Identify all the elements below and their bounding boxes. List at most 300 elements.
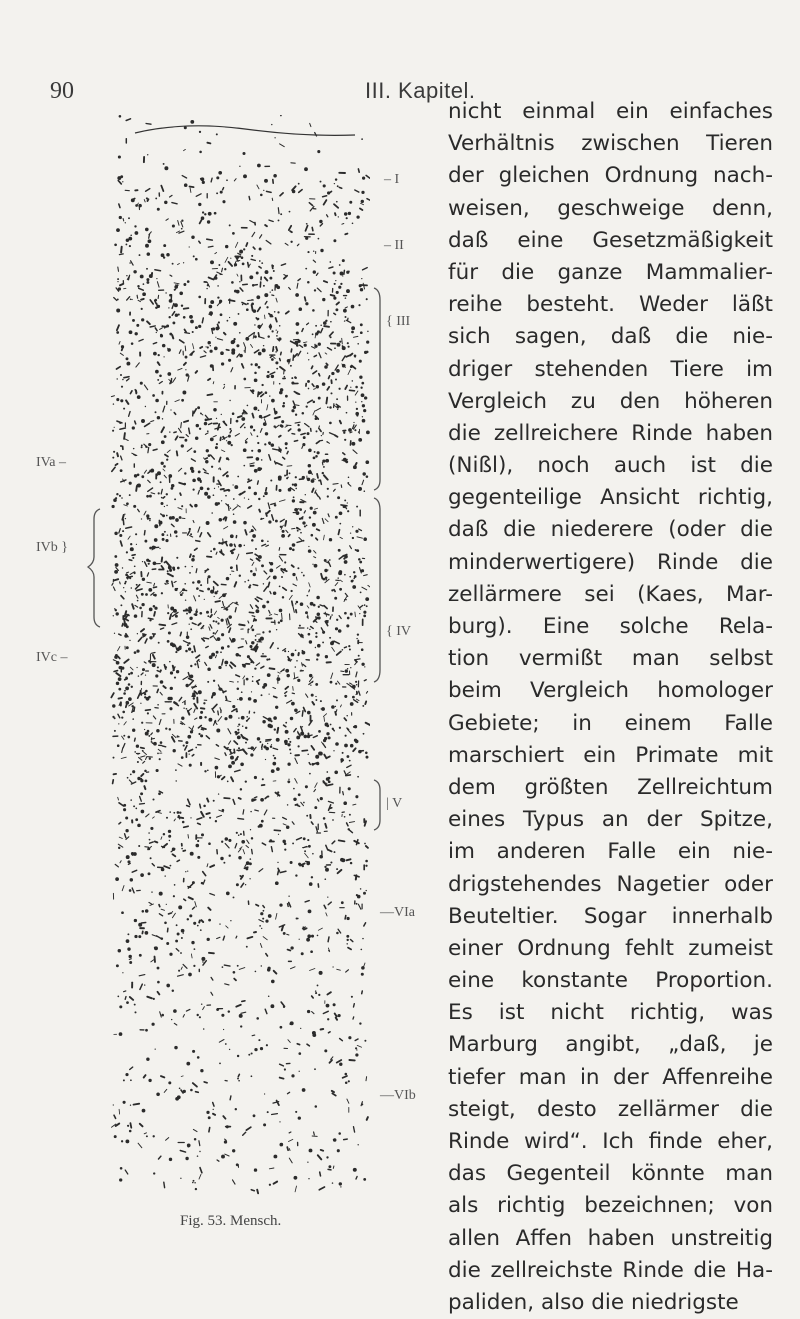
cell-mark	[304, 511, 305, 513]
cell-mark	[229, 1049, 230, 1050]
cell-mark	[241, 417, 245, 421]
cell-mark	[128, 864, 130, 865]
cell-mark	[120, 604, 122, 606]
cell-mark	[112, 430, 114, 432]
cell-mark	[181, 399, 184, 402]
cell-mark	[123, 1101, 126, 1104]
cell-mark	[238, 724, 240, 726]
cell-mark	[239, 332, 241, 334]
cell-mark	[207, 239, 213, 240]
cell-mark	[125, 518, 126, 519]
cell-mark	[229, 603, 233, 606]
cell-mark	[312, 333, 314, 335]
cell-mark	[181, 756, 184, 759]
cell-mark	[118, 723, 119, 724]
cell-mark	[307, 595, 309, 597]
cell-mark	[153, 343, 156, 344]
cell-mark	[175, 1097, 179, 1101]
cell-mark	[197, 818, 202, 820]
cell-mark	[261, 384, 263, 386]
cell-mark	[332, 1093, 336, 1095]
cell-mark	[166, 817, 168, 819]
cell-mark	[159, 914, 162, 916]
cell-mark	[247, 553, 253, 554]
cell-mark	[319, 971, 323, 975]
cell-mark	[344, 212, 347, 215]
cell-mark	[253, 699, 257, 703]
cell-mark	[345, 307, 347, 308]
cell-mark	[314, 1132, 315, 1135]
cell-mark	[282, 926, 283, 931]
cell-mark	[231, 662, 235, 666]
cell-mark	[263, 683, 267, 687]
cell-mark	[292, 190, 296, 194]
cell-mark	[188, 531, 190, 535]
cell-mark	[366, 475, 369, 478]
cell-mark	[328, 1165, 331, 1168]
cell-mark	[344, 718, 346, 720]
cell-mark	[174, 303, 178, 307]
cell-mark	[174, 283, 179, 284]
cell-mark	[189, 914, 192, 917]
cell-mark	[155, 842, 157, 843]
cell-mark	[319, 353, 321, 358]
cell-mark	[116, 493, 118, 495]
layer-label-I: – I	[384, 172, 399, 188]
cell-mark	[197, 856, 200, 859]
cell-mark	[151, 960, 154, 962]
cell-mark	[214, 212, 217, 215]
text-line: für die ganze Mammalier-	[448, 257, 773, 289]
cell-mark	[287, 780, 290, 783]
cell-mark	[209, 305, 213, 309]
cell-mark	[294, 709, 298, 713]
cell-mark	[215, 446, 218, 449]
cell-mark	[189, 528, 191, 530]
cell-mark	[239, 697, 243, 701]
cell-mark	[154, 947, 156, 949]
cell-mark	[179, 483, 184, 485]
cell-mark	[342, 460, 343, 461]
cell-mark	[179, 697, 182, 701]
cell-mark	[325, 620, 329, 624]
cell-mark	[250, 746, 253, 749]
cell-mark	[175, 940, 178, 943]
cell-mark	[187, 1145, 189, 1147]
cell-mark	[343, 801, 347, 805]
text-line: einer Ordnung fehlt zumeist	[448, 933, 773, 965]
cell-mark	[210, 625, 212, 629]
cell-mark	[136, 584, 138, 586]
cell-mark	[356, 1177, 357, 1180]
cell-mark	[315, 696, 316, 697]
cell-mark	[124, 722, 126, 725]
cell-mark	[193, 965, 195, 967]
cell-mark	[269, 395, 270, 396]
cell-mark	[117, 996, 119, 998]
cell-mark	[234, 544, 235, 546]
cell-mark	[209, 817, 211, 819]
cell-mark	[156, 332, 157, 333]
cell-mark	[119, 216, 122, 219]
text-line: driger stehenden Tiere im	[448, 354, 773, 386]
cell-mark	[348, 369, 351, 374]
cell-mark	[279, 325, 281, 327]
cell-mark	[141, 722, 143, 724]
cell-mark	[218, 685, 219, 687]
text-line: tiefer man in der Affenreihe	[448, 1062, 773, 1094]
cell-mark	[310, 507, 313, 510]
cell-mark	[200, 356, 205, 357]
cell-mark	[116, 673, 120, 676]
cell-mark	[175, 314, 178, 317]
cell-mark	[330, 616, 331, 619]
cell-mark	[120, 353, 123, 355]
cell-mark	[263, 717, 268, 720]
text-line: drigstehendes Nagetier oder	[448, 869, 773, 901]
cell-mark	[277, 463, 283, 465]
cell-mark	[263, 910, 265, 912]
cell-mark	[307, 735, 310, 738]
cell-mark	[250, 531, 254, 532]
cell-mark	[141, 475, 144, 478]
cell-mark	[338, 530, 339, 535]
cell-mark	[236, 653, 240, 657]
cell-mark	[341, 858, 345, 862]
cell-mark	[149, 758, 151, 760]
cell-mark	[270, 372, 275, 374]
cell-mark	[156, 769, 159, 772]
cell-mark	[279, 556, 282, 561]
cell-mark	[216, 133, 218, 135]
cell-mark	[120, 428, 126, 429]
cell-mark	[257, 737, 260, 740]
cell-mark	[297, 838, 302, 840]
cell-mark	[259, 741, 261, 743]
cell-mark	[258, 481, 259, 484]
cell-mark	[144, 786, 145, 789]
cell-mark	[162, 538, 165, 541]
text-line: beim Vergleich homologer	[448, 675, 773, 707]
cell-mark	[271, 443, 275, 447]
cell-mark	[363, 892, 366, 895]
cell-mark	[324, 535, 325, 540]
cell-mark	[253, 429, 255, 431]
cell-mark	[330, 336, 332, 338]
cell-mark	[125, 687, 129, 691]
cell-mark	[313, 604, 316, 607]
cell-mark	[181, 505, 183, 507]
cell-mark	[204, 599, 205, 600]
cell-mark	[157, 416, 160, 419]
cell-mark	[347, 823, 348, 826]
cell-mark	[181, 220, 183, 222]
cell-mark	[142, 633, 144, 635]
cell-mark	[179, 428, 182, 432]
cell-mark	[251, 626, 252, 629]
cell-mark	[337, 1149, 340, 1152]
cell-mark	[210, 350, 213, 353]
cell-mark	[218, 424, 220, 430]
cell-mark	[348, 1080, 350, 1082]
cell-mark	[293, 496, 295, 498]
text-line: im anderen Falle ein nie-	[448, 836, 773, 868]
cell-mark	[126, 646, 129, 649]
cell-mark	[216, 418, 217, 419]
cell-mark	[254, 324, 255, 325]
cell-mark	[154, 612, 155, 616]
cell-mark	[166, 580, 169, 583]
cell-mark	[255, 651, 257, 653]
cell-mark	[346, 217, 348, 219]
cell-mark	[269, 610, 270, 613]
cell-mark	[334, 283, 336, 285]
cell-mark	[313, 260, 315, 262]
cell-mark	[149, 839, 151, 841]
cell-mark	[115, 864, 118, 867]
cell-mark	[325, 519, 328, 522]
cell-mark	[367, 199, 370, 201]
cell-mark	[246, 946, 248, 948]
cell-mark	[136, 649, 139, 652]
cell-mark	[174, 1046, 177, 1049]
cell-mark	[216, 723, 217, 725]
cell-mark	[336, 699, 338, 701]
cell-mark	[142, 578, 145, 581]
cell-mark	[140, 792, 143, 795]
cell-mark	[336, 369, 340, 373]
cell-mark	[268, 995, 270, 997]
cell-mark	[207, 557, 212, 558]
cell-mark	[195, 718, 197, 719]
cell-mark	[363, 733, 365, 735]
cell-mark	[295, 666, 297, 668]
cell-mark	[249, 645, 252, 648]
cell-mark	[200, 804, 201, 808]
cell-mark	[193, 686, 195, 688]
cell-mark	[260, 194, 263, 197]
cell-mark	[155, 957, 156, 963]
cell-mark	[352, 585, 356, 589]
cell-mark	[141, 756, 145, 757]
cell-mark	[190, 730, 193, 733]
cell-mark	[311, 534, 314, 537]
cell-mark	[190, 504, 191, 505]
cell-mark	[117, 176, 121, 180]
cell-mark	[148, 872, 151, 875]
cell-mark	[303, 735, 307, 739]
cell-mark	[130, 547, 134, 551]
cell-mark	[136, 745, 139, 748]
cell-mark	[237, 726, 238, 727]
cell-mark	[362, 991, 363, 994]
cell-mark	[114, 555, 117, 558]
cell-mark	[215, 766, 219, 770]
cell-mark	[278, 208, 279, 214]
cell-mark	[265, 270, 269, 274]
cell-mark	[252, 676, 253, 677]
cell-mark	[339, 840, 345, 841]
cell-mark	[353, 571, 355, 573]
cell-mark	[361, 191, 364, 194]
cell-mark	[302, 329, 303, 332]
cell-mark	[144, 1075, 146, 1077]
layer-label-IVb: IVb }	[36, 540, 68, 556]
cell-mark	[213, 408, 217, 412]
cell-mark	[289, 903, 291, 907]
cell-mark	[198, 823, 201, 824]
cell-mark	[161, 909, 164, 910]
cell-mark	[335, 280, 336, 281]
cell-mark	[140, 873, 144, 877]
cell-mark	[295, 1111, 297, 1113]
cell-mark	[292, 693, 294, 694]
cell-mark	[339, 588, 342, 591]
cell-mark	[120, 374, 122, 376]
cell-mark	[211, 466, 213, 468]
cell-mark	[198, 325, 201, 328]
cell-mark	[307, 606, 309, 608]
cell-mark	[266, 375, 269, 378]
cell-mark	[306, 694, 308, 697]
cell-mark	[217, 285, 219, 287]
cell-mark	[315, 683, 318, 686]
cell-mark	[303, 837, 306, 840]
cell-mark	[132, 870, 137, 872]
cell-mark	[164, 435, 167, 438]
cell-mark	[315, 783, 318, 788]
cell-mark	[134, 1104, 140, 1105]
cell-mark	[346, 624, 349, 627]
cell-mark	[218, 264, 220, 266]
cell-mark	[186, 1062, 190, 1066]
cell-mark	[273, 449, 278, 450]
cell-mark	[221, 362, 224, 365]
cell-mark	[153, 605, 156, 608]
cell-mark	[344, 695, 347, 698]
cell-mark	[254, 667, 256, 669]
cell-mark	[251, 1052, 253, 1054]
cell-mark	[271, 289, 273, 291]
cell-mark	[294, 508, 298, 512]
cell-mark	[290, 365, 292, 367]
cell-mark	[323, 781, 326, 785]
cell-mark	[127, 572, 129, 573]
cell-mark	[195, 613, 198, 616]
cell-mark	[290, 717, 293, 720]
text-line: Rinde wird“. Ich finde eher,	[448, 1126, 773, 1158]
cell-mark	[342, 752, 344, 754]
cell-mark	[334, 597, 337, 600]
cell-mark	[354, 355, 357, 358]
cell-mark	[266, 306, 268, 308]
cell-mark	[135, 605, 138, 607]
cell-mark	[128, 237, 132, 241]
cell-mark	[166, 904, 167, 905]
cell-mark	[194, 409, 197, 414]
cell-mark	[294, 354, 297, 357]
cell-mark	[258, 1039, 260, 1041]
cell-mark	[130, 543, 132, 545]
cell-mark	[330, 861, 332, 863]
cell-mark	[312, 309, 315, 312]
cell-mark	[185, 333, 190, 334]
cell-mark	[339, 187, 341, 188]
cell-mark	[318, 606, 320, 608]
cell-mark	[238, 647, 243, 648]
cell-mark	[268, 503, 270, 509]
cell-mark	[222, 966, 224, 968]
cell-mark	[306, 226, 308, 231]
cell-mark	[362, 472, 365, 475]
cell-mark	[317, 288, 321, 292]
cell-mark	[171, 516, 175, 520]
cell-mark	[226, 892, 230, 896]
cell-mark	[337, 343, 341, 347]
cell-mark	[135, 421, 136, 424]
cell-mark	[276, 629, 277, 630]
cell-mark	[276, 738, 280, 742]
cell-mark	[258, 366, 261, 369]
cell-mark	[119, 1005, 122, 1008]
cell-mark	[166, 984, 170, 988]
cell-mark	[360, 592, 362, 594]
cell-mark	[252, 680, 254, 682]
cell-mark	[181, 929, 185, 933]
cell-mark	[167, 697, 171, 701]
text-line: daß eine Gesetzmäßigkeit	[448, 225, 773, 257]
cell-mark	[187, 918, 189, 920]
cell-mark	[193, 450, 196, 453]
cell-mark	[330, 321, 332, 323]
cell-mark	[142, 668, 145, 671]
cell-mark	[136, 486, 137, 491]
cell-mark	[226, 179, 228, 181]
cell-mark	[339, 1063, 342, 1066]
cell-mark	[118, 656, 120, 658]
cell-mark	[365, 701, 366, 704]
cell-mark	[331, 705, 335, 709]
cell-mark	[121, 345, 124, 348]
cell-mark	[193, 1129, 197, 1131]
cell-mark	[141, 673, 143, 675]
cell-mark	[237, 965, 239, 967]
cell-mark	[204, 716, 206, 718]
text-line: die zellreichere Rinde haben	[448, 418, 773, 450]
cell-mark	[149, 520, 151, 522]
cell-mark	[191, 954, 192, 958]
cell-mark	[159, 719, 161, 724]
cell-mark	[329, 261, 331, 263]
cell-mark	[200, 591, 203, 592]
cell-mark	[123, 1079, 125, 1081]
cell-mark	[359, 376, 362, 379]
cell-mark	[231, 777, 233, 781]
cell-mark	[119, 342, 120, 345]
cell-mark	[308, 845, 311, 848]
cell-mark	[328, 1032, 330, 1033]
cell-mark	[193, 489, 195, 491]
cell-mark	[273, 748, 278, 749]
cell-mark	[366, 1077, 367, 1081]
cell-mark	[188, 376, 189, 381]
cell-mark	[169, 913, 172, 914]
cell-mark	[194, 709, 195, 713]
cell-mark	[196, 587, 199, 590]
cell-mark	[328, 1169, 331, 1170]
cell-mark	[247, 937, 252, 939]
cell-mark	[174, 289, 176, 291]
